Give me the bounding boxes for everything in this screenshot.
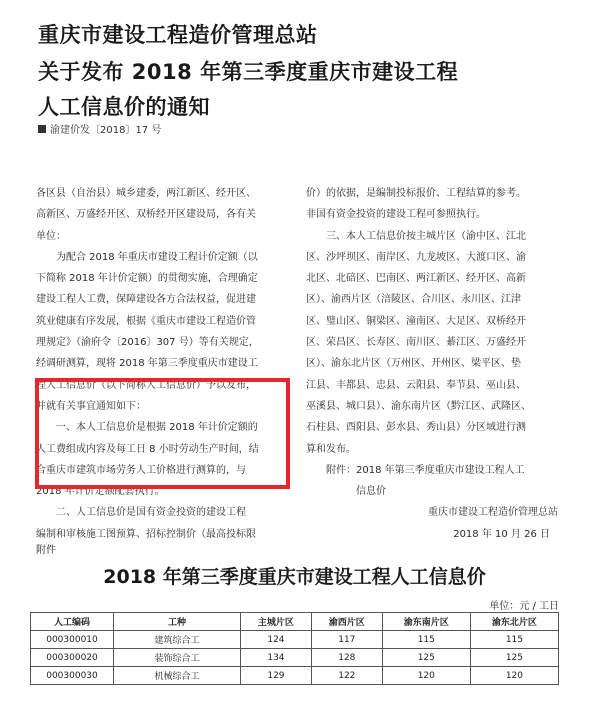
table-header-row [31,613,559,631]
text-line: 下简称 2018 年计价定额）的贯彻实施，合理确定 [36,273,258,285]
text-line: 二、人工信息价是国有资金投资的建设工程 [36,507,246,519]
text-line: 筑业健康有序发展，根据《重庆市建设工程造价管 [36,315,256,327]
table-row [31,631,559,649]
table-title: 2018 年第三季度重庆市建设工程人工信息价 [103,566,486,588]
table-cell: 124 [241,631,312,649]
table-cell: 122 [311,667,382,685]
table-cell: 134 [241,649,312,667]
text-line: 并就有关事宜通知如下： [36,400,146,412]
table-cell: 128 [311,649,382,667]
text-line: 北区、北碚区、巴南区、两江新区、经开区、高新 [306,273,526,285]
table-cell: 装饰综合工 [114,649,241,667]
table-cell: 115 [470,631,558,649]
highlight-box [35,378,290,489]
table-cell: 129 [241,667,312,685]
text-line: 算和发布。 [306,443,356,455]
table-cell: 125 [382,649,470,667]
text-line: 一、本人工信息价是根据 2018 年计价定额的 [36,422,258,434]
table-cell: 000300020 [31,649,114,667]
text-line: 价）的依据，是编制投标报价、工程结算的参考。 [306,188,526,199]
text-line: 程人工信息价（以下简称人工信息价）予以发布， [36,379,256,391]
text-line: 巫溪县、城口县）、渝东南片区（黔江区、武隆区、 [306,400,531,412]
wage-table [30,612,559,685]
text-line: 为配合 2018 年重庆市建设工程计价定额（以 [36,251,258,263]
text-line: 附件：2018 年第三季度重庆市建设工程人工 [306,464,525,476]
table-cell: 115 [382,631,470,649]
table-cell: 117 [311,631,382,649]
column-header: 主城片区 [241,613,312,631]
unit-label: 单位：元 / 工日 [489,601,559,612]
document-number [38,121,161,136]
right-text-column [306,183,564,545]
text-line: 区、沙坪坝区、南岸区、九龙坡区、大渡口区、渝 [306,251,526,263]
text-line: 经调研测算，现将 2018 年第三季度重庆市建设工 [36,358,258,370]
text-line: 各区县（自治县）城乡建委，两江新区、经开区、 [36,188,256,199]
column-header: 渝东北片区 [470,613,558,631]
text-line: 石柱县、酉阳县、彭水县、秀山县）分区域进行测 [306,422,526,434]
text-line: 2018 年计价定额配套执行。 [36,486,165,498]
text-line: 江县、丰都县、忠县、云阳县、奉节县、巫山县、 [306,379,526,391]
table-row [31,667,559,685]
square-bullet-icon [38,125,46,133]
notice-title-line-2: 关于发布 2018 年第三季度重庆市建设工程 [38,60,459,84]
text-line: 建设工程人工费，保障建设各方合法权益，促进建 [36,294,256,306]
column-header: 人工编码 [31,613,114,631]
notice-title-line-3: 人工信息价的通知 [38,95,210,119]
signature-org: 重庆市建设工程造价管理总站 [428,507,558,519]
notice-title-line-1: 重庆市建设工程造价管理总站 [38,23,318,47]
table-row [31,649,559,667]
attachment-label: 附件 [36,545,56,556]
column-header: 工种 [114,613,241,631]
text-line: 人工费组成内容及每工日 8 小时劳动生产时间，结 [36,443,259,455]
column-header: 渝西片区 [311,613,382,631]
text-line: 区）、渝西片区（涪陵区、合川区、永川区、江津 [306,294,521,306]
text-line: 单位： [36,230,66,242]
column-header: 渝东南片区 [382,613,470,631]
text-line: 非国有资金投资的建设工程可参照执行。 [306,209,486,221]
text-line: 三、本人工信息价按主城片区（渝中区、江北 [306,230,526,242]
left-text-column [36,183,294,545]
text-line: 理规定》（渝府令〔2016〕307 号）等有关规定， [36,337,259,349]
table-cell: 125 [470,649,558,667]
text-line: 编制和审核施工图预算、招标控制价（最高投标限 [36,528,256,540]
text-line: 区、荣昌区、长寿区、南川区、綦江区、万盛经开 [306,337,526,349]
document-number-text: 渝建价发〔2018〕17 号 [50,125,162,136]
table-cell: 120 [470,667,558,685]
table-cell: 120 [382,667,470,685]
text-line: 区）、渝东北片区（万州区、开州区、梁平区、垫 [306,358,521,370]
text-line: 信息价 [306,486,386,498]
table-cell: 000300010 [31,631,114,649]
signature-date: 2018 年 10 月 26 日 [453,528,550,540]
text-line: 区、璧山区、铜梁区、潼南区、大足区、双桥经开 [306,315,526,327]
text-line: 合重庆市建筑市场劳务人工价格进行测算的，与 [36,464,246,476]
table-cell: 建筑综合工 [114,631,241,649]
text-line: 高新区、万盛经开区、双桥经开区建设局，各有关 [36,209,256,221]
table-cell: 机械综合工 [114,667,241,685]
table-cell: 000300030 [31,667,114,685]
